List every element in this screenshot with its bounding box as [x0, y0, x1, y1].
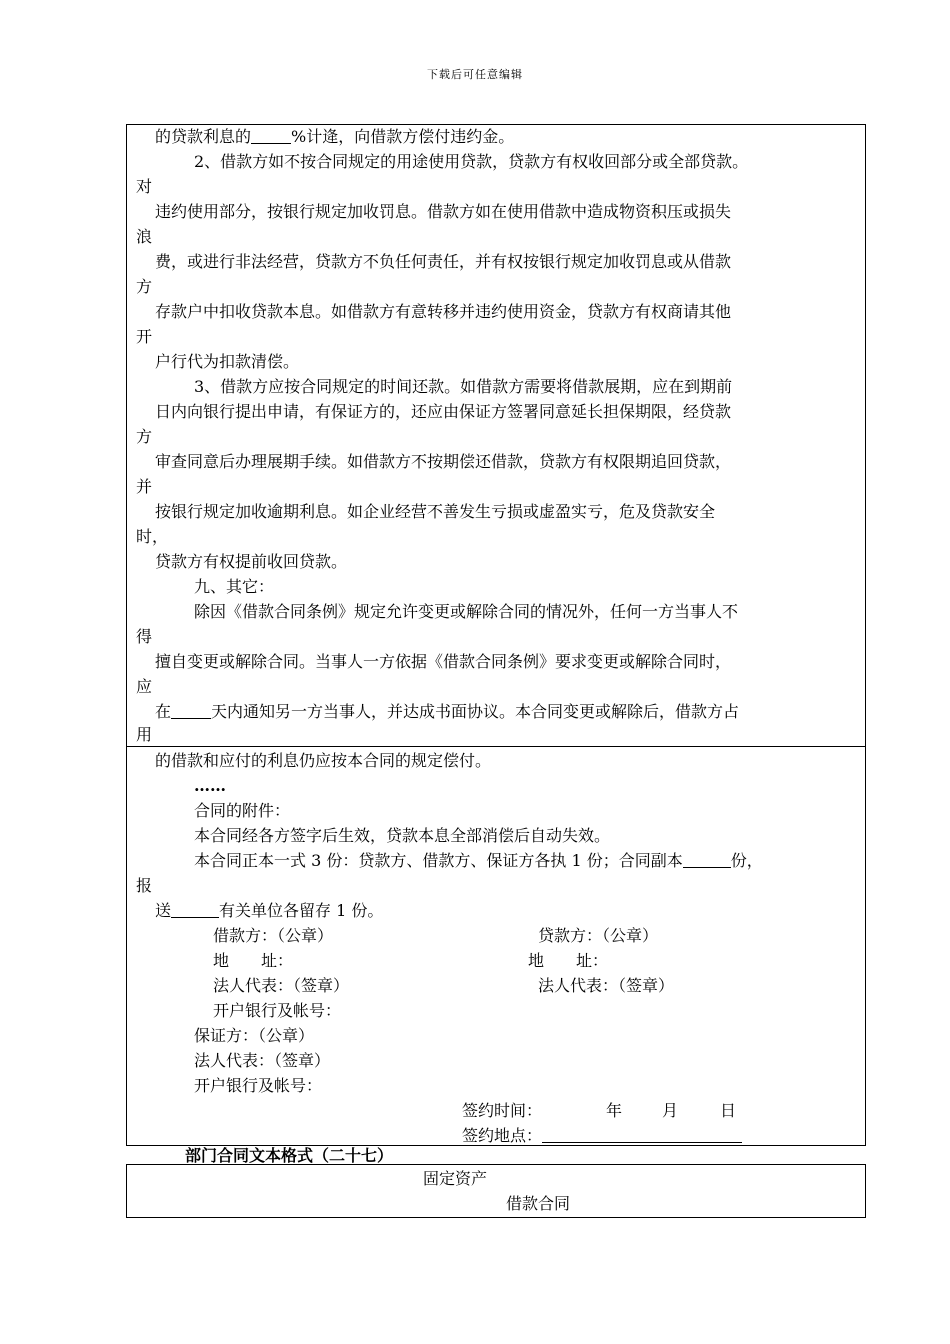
borrower-representative: 法人代表：（签章） — [213, 976, 350, 995]
blank-field — [171, 901, 219, 918]
guarantor-representative: 法人代表：（签章） — [194, 1051, 331, 1070]
text-line: 本合同正本一式 3 份：贷款方、借款方、保证方各执 1 份；合同副本 份， — [194, 851, 763, 870]
text-line: 对 — [136, 177, 153, 196]
sign-month: 月 — [662, 1101, 679, 1120]
text-line: 2、借款方如不按合同规定的用途使用贷款，贷款方有权收回部分或全部贷款。 — [194, 152, 749, 171]
sign-day: 日 — [720, 1101, 737, 1120]
text-line: 本合同经各方签字后生效，贷款本息全部消偿后自动失效。 — [194, 826, 611, 845]
text-line: 的借款和应付的利息仍应按本合同的规定偿付。 — [155, 751, 492, 770]
ellipsis: …… — [194, 776, 226, 795]
contract-title-line-2: 借款合同 — [505, 1194, 570, 1213]
text-line: 除因《借款合同条例》规定允许变更或解除合同的情况外，任何一方当事人不 — [194, 602, 739, 621]
text-line: 时， — [136, 527, 169, 546]
text-line: 日内向银行提出申请，有保证方的，还应由保证方签署同意延长担保期限，经贷款 — [155, 402, 732, 421]
text-line: 存款户中扣收贷款本息。如借款方有意转移并违约使用资金，贷款方有权商请其他 — [155, 302, 732, 321]
text-line: 用 — [136, 725, 153, 744]
section-title: 部门合同文本格式（二十七） — [185, 1146, 394, 1165]
contract-title-line-1: 固定资产 — [422, 1169, 487, 1188]
sign-date-label: 签约时间： — [462, 1101, 543, 1120]
lender-representative: 法人代表：（签章） — [538, 976, 675, 995]
text-line: 费，或进行非法经营，贷款方不负任何责任，并有权按银行规定加收罚息或从借款 — [155, 252, 732, 271]
text-line: 3、借款方应按合同规定的时间还款。如借款方需要将借款展期，应在到期前 — [194, 377, 733, 396]
text-line: 浪 — [136, 227, 153, 246]
borrower-address: 地 址： — [213, 951, 294, 970]
text-line: 应 — [136, 677, 153, 696]
borrower-bank-account: 开户银行及帐号： — [213, 1001, 342, 1020]
text-line: 审查同意后办理展期手续。如借款方不按期偿还借款，贷款方有权限期追回贷款， — [155, 452, 732, 471]
page-header: 下载后可任意编辑 — [427, 68, 523, 81]
guarantor-bank-account: 开户银行及帐号： — [194, 1076, 323, 1095]
text-line: 违约使用部分，按银行规定加收罚息。借款方如在使用借款中造成物资积压或损失 — [155, 202, 732, 221]
blank-field — [683, 851, 731, 868]
text-line: 合同的附件： — [194, 801, 291, 820]
blank-field — [542, 1126, 742, 1143]
blank-field — [171, 702, 211, 719]
guarantor-seal: 保证方：（公章） — [194, 1026, 315, 1045]
text-line: 方 — [136, 427, 153, 446]
text-line: 按银行规定加收逾期利息。如企业经营不善发生亏损或虚盈实亏，危及贷款安全 — [155, 502, 716, 521]
text-line: 送 有关单位各留存 1 份。 — [155, 901, 384, 920]
borrower-seal: 借款方：（公章） — [213, 926, 334, 945]
text-line: 贷款方有权提前收回贷款。 — [155, 552, 348, 571]
text-line: 的贷款利息的 %计逄，向借款方偿付违约金。 — [155, 127, 515, 146]
text-line: 报 — [136, 876, 153, 895]
text-line: 在 天内通知另一方当事人，并达成书面协议。本合同变更或解除后，借款方占 — [155, 702, 740, 721]
sign-year: 年 — [606, 1101, 623, 1120]
text-line: 得 — [136, 627, 153, 646]
text-line: 并 — [136, 477, 153, 496]
lender-address: 地 址： — [528, 951, 609, 970]
section-heading: 九、其它： — [194, 577, 275, 596]
lender-seal: 贷款方：（公章） — [538, 926, 659, 945]
text-line: 擅自变更或解除合同。当事人一方依据《借款合同条例》要求变更或解除合同时， — [155, 652, 732, 671]
text-line: 户行代为扣款清偿。 — [155, 352, 300, 371]
text-line: 方 — [136, 277, 153, 296]
sign-place: 签约地点： — [462, 1125, 742, 1147]
blank-field — [251, 127, 291, 144]
text-line: 开 — [136, 327, 153, 346]
